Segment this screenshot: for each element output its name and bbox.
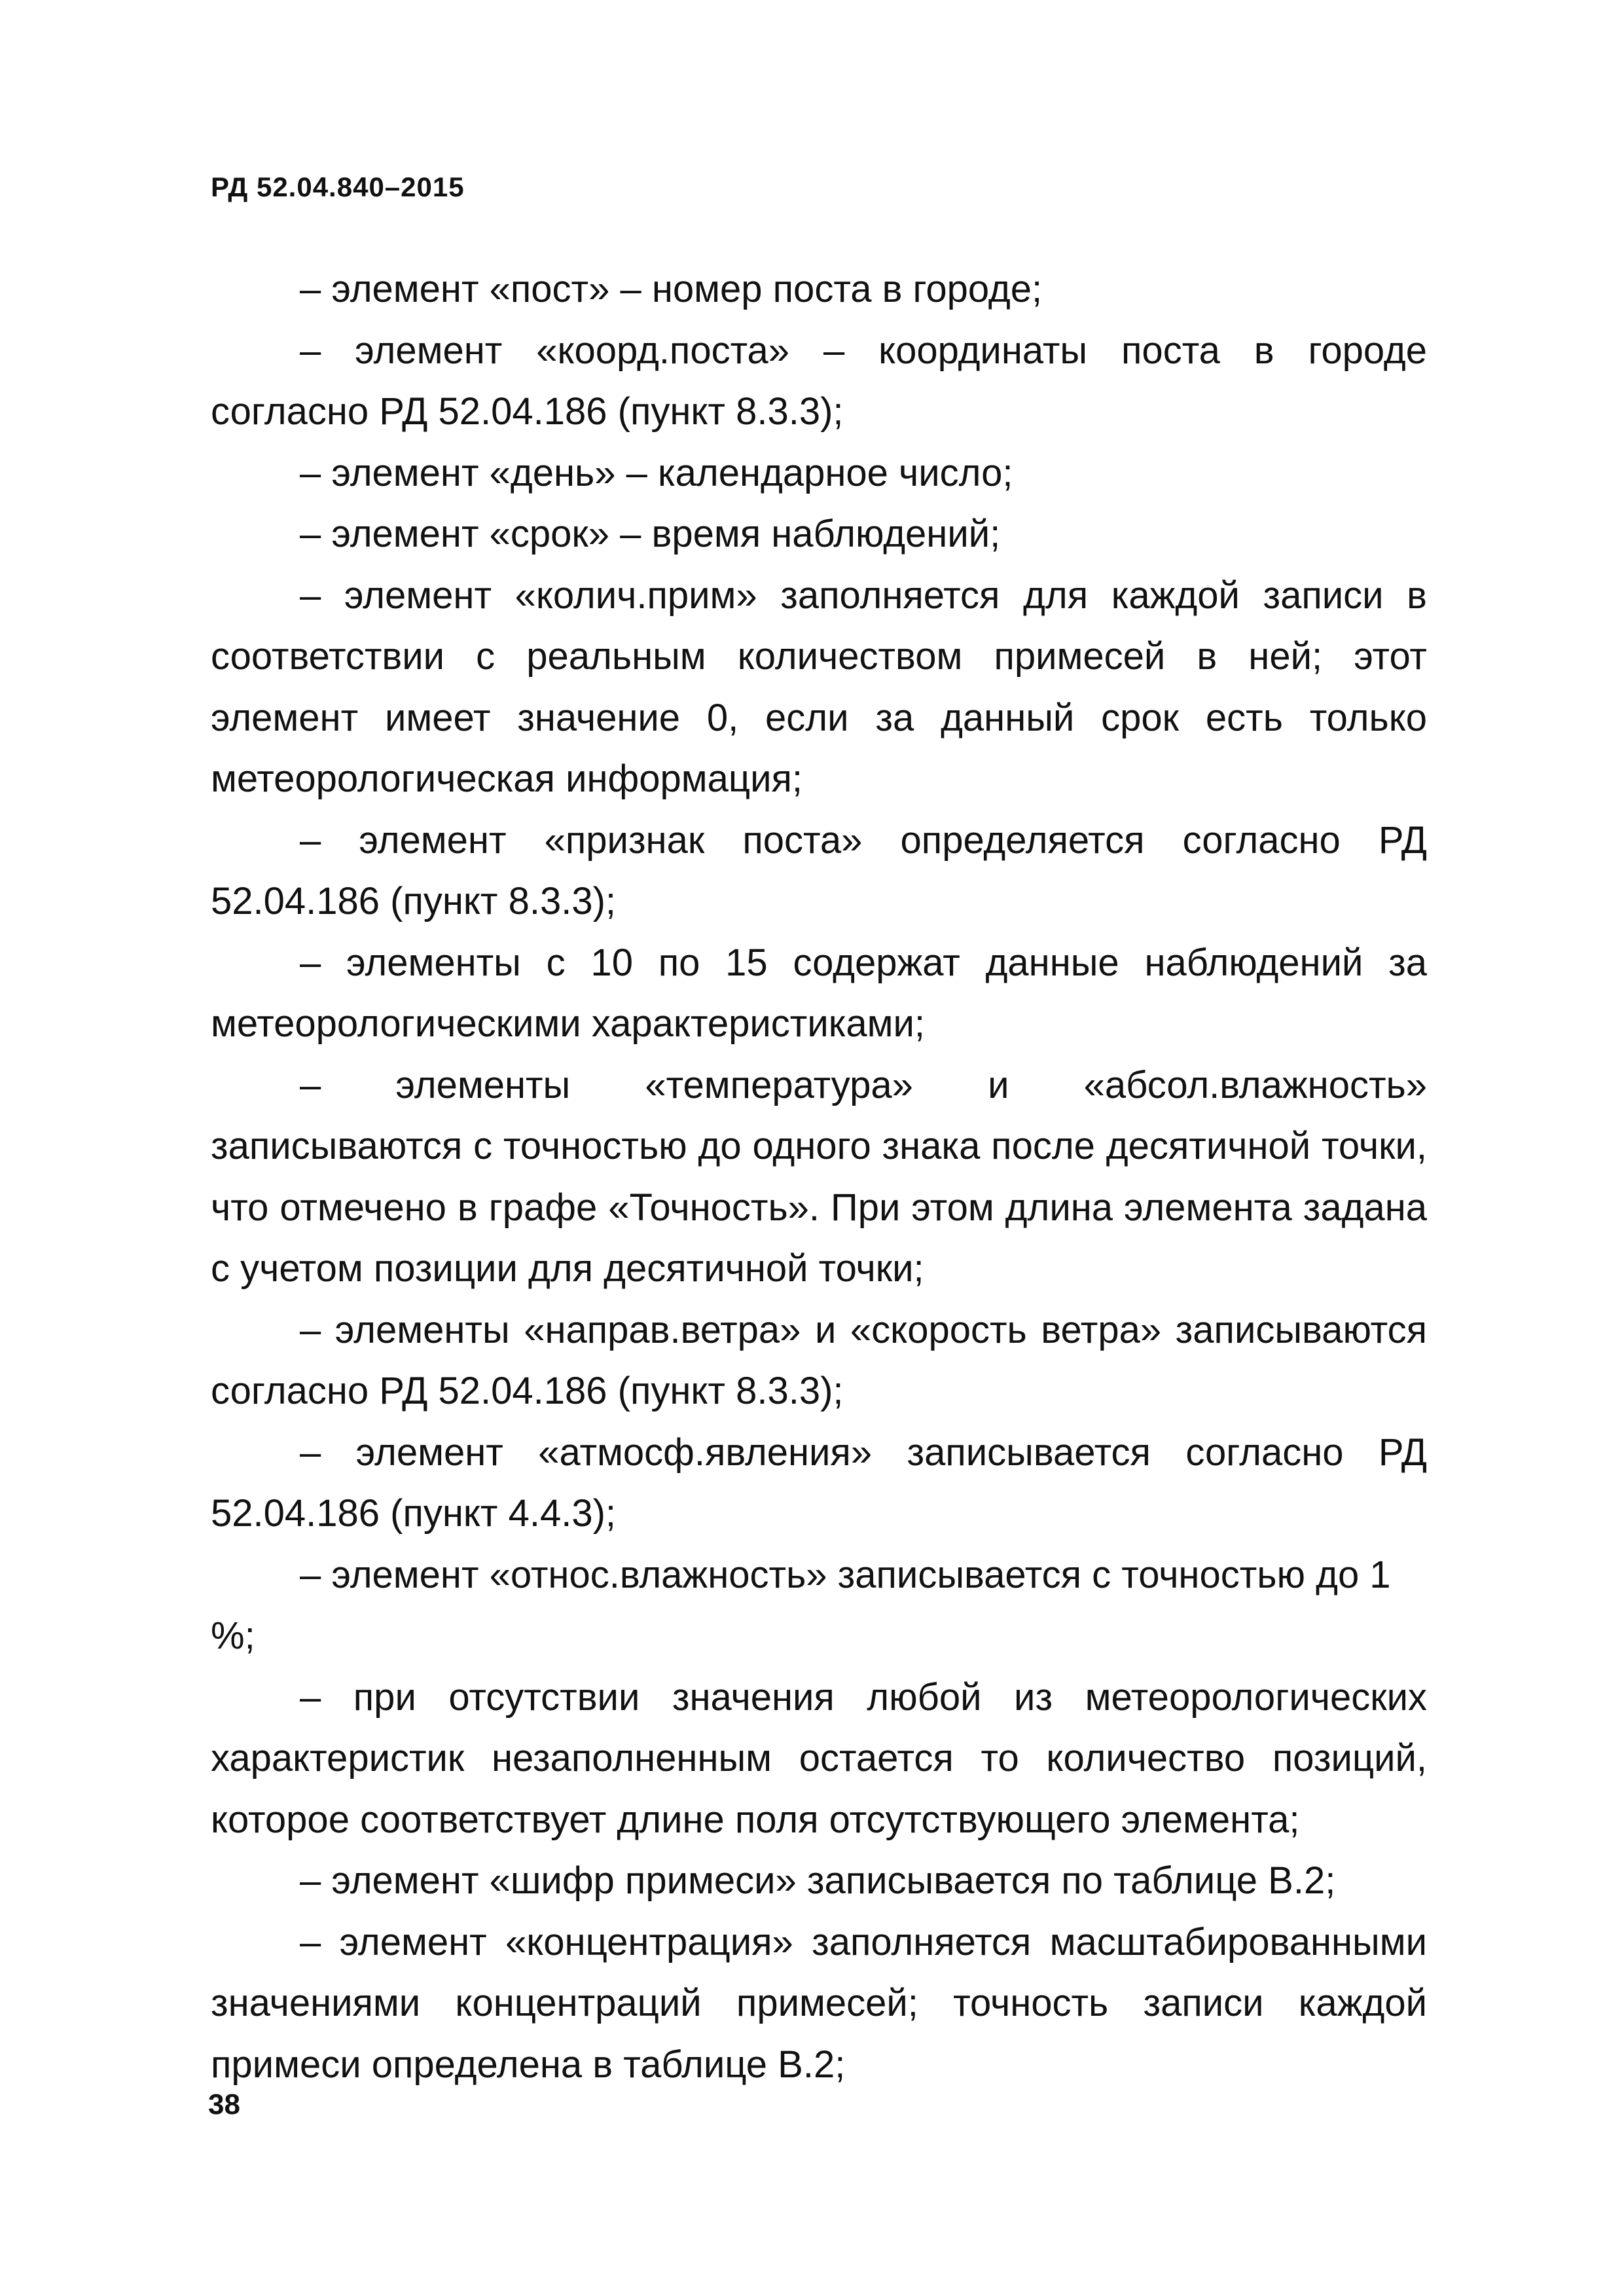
paragraph: – элемент «день» – календарное число; bbox=[300, 451, 1013, 494]
paragraph: – элементы «направ.ветра» и «скорость ветра» записываются согласно РД 52.04.186 (пункт 8.3.3); bbox=[211, 1308, 1427, 1412]
paragraph: – элемент «шифр примеси» записывается по таблице В.2; bbox=[300, 1859, 1336, 1902]
paragraph: – элемент «концентрация» заполняется масштабированными значениями концентраций примесей; точность записи каждой примеси определена в таблице В.2; bbox=[211, 1920, 1427, 2086]
document-header: РД 52.04.840–2015 bbox=[211, 172, 465, 202]
paragraph: – элементы с 10 по 15 содержат данные наблюдений за метеорологическими характеристиками; bbox=[211, 941, 1427, 1045]
document-body bbox=[211, 259, 1427, 2095]
paragraph: – элемент «признак поста» определяется согласно РД 52.04.186 (пункт 8.3.3); bbox=[211, 818, 1427, 922]
paragraph: – элемент «атмосф.явления» записывается согласно РД 52.04.186 (пункт 4.4.3); bbox=[211, 1430, 1427, 1535]
paragraph: – элемент «колич.прим» заполняется для каждой записи в соответствии с реальным количеством примесей в ней; этот элемент имеет значение 0, если за данный срок есть только метеорологическая информация; bbox=[211, 574, 1427, 800]
paragraph: – элементы «температура» и «абсол.влажность» записываются с точностью до одного знака после десятичной точки, что отмечено в графе «Точность». При этом длина элемента задана с учетом позиции для десятичной точки; bbox=[211, 1063, 1427, 1290]
paragraph: – при отсутствии значения любой из метеорологических характеристик незаполненным остается то количество позиций, которое соответствует длине поля отсутствующего элемента; bbox=[211, 1675, 1427, 1841]
paragraph: – элемент «коорд.поста» – координаты поста в городе согласно РД 52.04.186 (пункт 8.3.3); bbox=[211, 329, 1427, 433]
paragraph: – элемент «относ.влажность» записывается с точностью до 1 %; bbox=[211, 1553, 1391, 1657]
page-number: 38 bbox=[208, 2088, 240, 2121]
paragraph: – элемент «пост» – номер поста в городе; bbox=[300, 268, 1043, 310]
paragraph: – элемент «срок» – время наблюдений; bbox=[300, 513, 1001, 555]
